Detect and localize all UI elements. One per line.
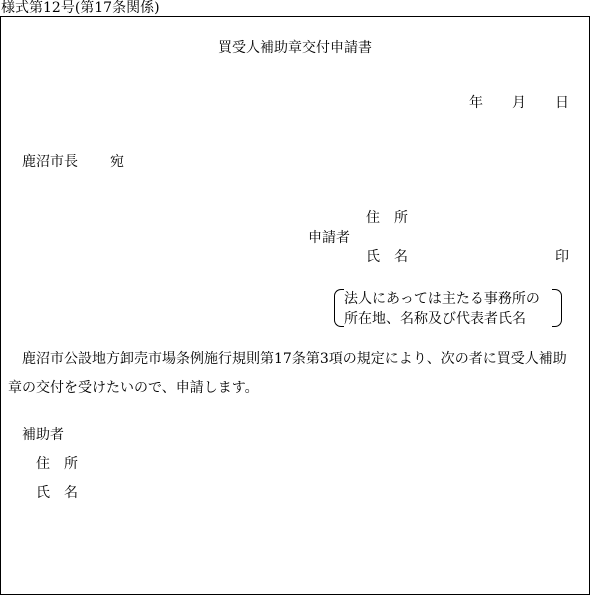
corporate-note-right-bracket: [552, 289, 562, 327]
assistant-address-label: 住 所: [36, 456, 78, 472]
applicant-label: 申請者: [308, 230, 350, 246]
applicant-seal: 印: [555, 249, 569, 265]
body-text-line2: 章の交付を受けたいので、申請します。: [8, 380, 259, 396]
addressee-honorific: 宛: [110, 154, 124, 170]
date-month: 月: [512, 95, 526, 111]
form-title: 買受人補助章交付申請書: [218, 40, 372, 56]
corporate-note-left-bracket: [334, 289, 344, 327]
applicant-address-label: 住 所: [366, 210, 408, 226]
form-number: 様式第12号(第17条関係): [1, 0, 160, 16]
applicant-name-label: 氏 名: [366, 249, 408, 265]
date-day: 日: [555, 95, 569, 111]
body-text-line1: 鹿沼市公設地方卸売市場条例施行規則第17条第3項の規定により、次の者に買受人補助: [22, 351, 567, 367]
date-year: 年: [469, 95, 483, 111]
assistant-label: 補助者: [22, 427, 64, 443]
corporate-note-line2: 所在地、名称及び代表者氏名: [344, 311, 526, 327]
addressee-name: 鹿沼市長: [22, 154, 78, 170]
assistant-name-label: 氏 名: [36, 485, 78, 501]
corporate-note-line1: 法人にあっては主たる事務所の: [344, 291, 540, 307]
